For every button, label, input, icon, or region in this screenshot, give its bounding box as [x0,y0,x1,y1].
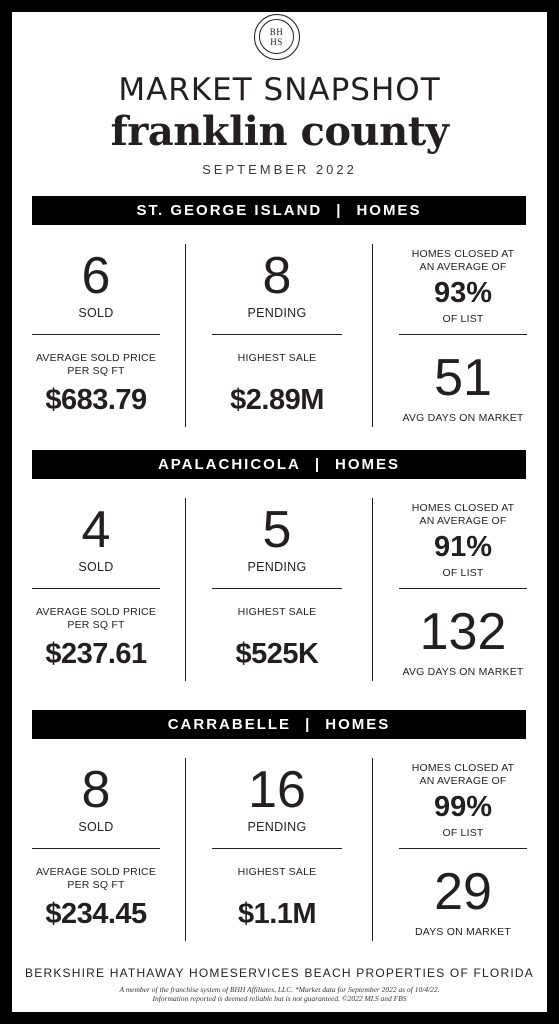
sold-stat [32,502,160,574]
avg-price-value: $237.61 [45,638,147,670]
days-label: AVG DAYS ON MARKET [402,666,524,678]
pending-count: 8 [262,247,292,305]
section-type: HOMES [325,716,391,733]
column-divider [185,244,186,427]
logo-monogram [259,19,294,54]
banner-separator: | [314,456,322,473]
section-area: APALACHICOLA [157,456,301,473]
sold-label: SOLD [78,820,114,834]
highest-sale-label: HIGHEST SALE [237,352,317,364]
column-divider [185,498,186,681]
highest-sale-label: HIGHEST SALE [237,606,317,618]
pending-label: PENDING [247,820,307,834]
disclaimer-line-1: A member of the franchise system of BHH Affiliates, LLC. *Market data for September 2022 as of 10/4/22. [119,985,440,994]
sold-count: 6 [81,247,111,305]
avg-price-label-1: AVERAGE SOLD PRICE [35,352,157,364]
highest-sale-label: HIGHEST SALE [237,866,317,878]
avg-price-stat [28,866,164,931]
pending-count: 16 [248,761,306,819]
pending-stat [212,248,342,320]
days-value: 132 [419,603,507,661]
row-divider [399,334,527,335]
closed-average-stat [396,502,530,580]
sold-label: SOLD [78,560,114,574]
highest-sale-stat [208,606,346,671]
highest-sale-stat [208,352,346,417]
column-divider [372,244,373,427]
highest-sale-value: $1.1M [237,898,317,930]
banner-separator: | [336,202,343,219]
section-type: HOMES [335,456,401,473]
avg-price-label-2: PER SQ FT [67,365,125,377]
section-banner [32,196,526,225]
sold-stat [32,762,160,834]
days-value: 29 [434,863,492,921]
closed-label-3: OF LIST [442,827,484,839]
bhhs-logo [254,14,300,60]
avg-price-label-1: AVERAGE SOLD PRICE [35,866,157,878]
pending-stat [212,762,342,834]
sold-count: 8 [81,761,111,819]
avg-price-label-2: PER SQ FT [67,619,125,631]
days-on-market-stat [392,864,534,939]
closed-label-2: AN AVERAGE OF [419,261,507,273]
closed-average-stat [396,248,530,326]
avg-price-value: $234.45 [45,898,147,930]
highest-sale-value: $525K [235,638,319,670]
days-value: 51 [434,349,492,407]
avg-price-label-1: AVERAGE SOLD PRICE [35,606,157,618]
avg-price-label-2: PER SQ FT [67,879,125,891]
section-type: HOMES [356,202,422,219]
disclaimer [0,985,559,1003]
column-divider [372,758,373,941]
closed-label-1: HOMES CLOSED AT [411,248,515,260]
row-divider [399,848,527,849]
banner-separator: | [305,716,312,733]
section-banner [32,710,526,739]
highest-sale-stat [208,866,346,931]
closed-label-3: OF LIST [442,567,484,579]
avg-price-stat [28,606,164,671]
closed-average-stat [396,762,530,840]
row-divider [32,848,160,849]
sold-stat [32,248,160,320]
page-subtitle: franklin county [110,108,449,155]
days-on-market-stat [392,604,534,679]
sold-count: 4 [81,501,111,559]
closed-percent: 91% [433,531,493,563]
logo-line-1: BH [269,27,284,37]
section-area: ST. GEORGE ISLAND [136,202,323,219]
company-name: BERKSHIRE HATHAWAY HOMESERVICES BEACH PROPERTIES OF FLORIDA [25,966,534,980]
page-title: MARKET SNAPSHOT [118,72,441,108]
row-divider [212,848,342,849]
days-on-market-stat [392,350,534,425]
row-divider [399,588,527,589]
pending-label: PENDING [247,306,307,320]
row-divider [212,334,342,335]
closed-label-1: HOMES CLOSED AT [411,762,515,774]
section-banner [32,450,526,479]
closed-label-1: HOMES CLOSED AT [411,502,515,514]
row-divider [212,588,342,589]
days-label: AVG DAYS ON MARKET [402,412,524,424]
avg-price-stat [28,352,164,417]
pending-label: PENDING [247,560,307,574]
row-divider [32,588,160,589]
logo-line-2: HS [270,37,283,47]
closed-label-2: AN AVERAGE OF [419,515,507,527]
section-area: CARRABELLE [167,716,292,733]
highest-sale-value: $2.89M [230,384,324,416]
disclaimer-line-2: Information reported is deemed reliable but is not guaranteed. ©2022 MLS and FBS [152,994,407,1003]
sold-label: SOLD [78,306,114,320]
days-label: DAYS ON MARKET [415,926,511,938]
closed-percent: 99% [433,791,493,823]
report-date: SEPTEMBER 2022 [202,162,357,177]
avg-price-value: $683.79 [45,384,147,416]
pending-stat [212,502,342,574]
column-divider [372,498,373,681]
closed-label-2: AN AVERAGE OF [419,775,507,787]
column-divider [185,758,186,941]
closed-percent: 93% [433,277,493,309]
row-divider [32,334,160,335]
closed-label-3: OF LIST [442,313,484,325]
pending-count: 5 [262,501,292,559]
